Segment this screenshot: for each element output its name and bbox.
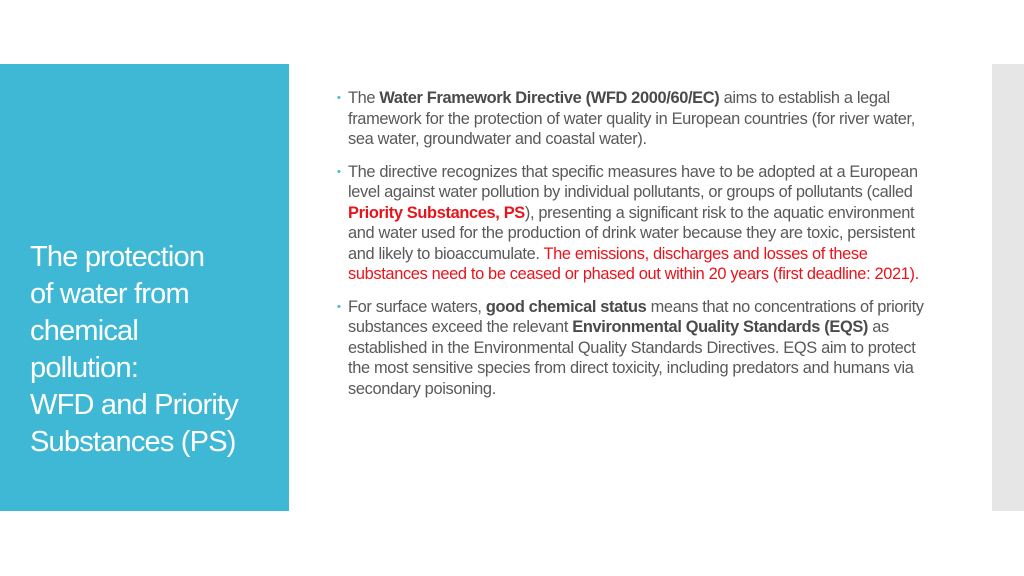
text-segment: The directive recognizes that specific measures have to be adopted at a European level against water pollution by individual pollutants, or groups of pollutants (called (348, 162, 918, 201)
slide-body (337, 88, 937, 411)
title-line: Substances (PS) (30, 426, 236, 458)
text-segment-bold: Water Framework Directive (WFD 2000/60/EC) (379, 89, 720, 107)
title-line: chemical (30, 315, 139, 347)
title-line: pollution: (30, 352, 139, 384)
bullet-icon: • (337, 165, 341, 178)
text-segment-bold: good chemical status (485, 297, 647, 316)
title-line: of water from (30, 278, 189, 310)
bullet-icon: • (337, 92, 341, 104)
text-segment-red-bold: Priority Substances, PS (348, 203, 525, 222)
text-segment: ), presenting a significant risk to the aquatic environment and water used for the production of drink water because they are toxic, persistent and likely to bioaccumulate. (348, 203, 915, 263)
text-segment-red: The emissions, discharges and losses of these substances need to be ceased or phased out within 20 years (first deadline: 2021). (348, 244, 919, 283)
slide-title (30, 239, 280, 461)
text-segment: For surface waters, (348, 297, 486, 316)
text-segment-bold: Environmental Quality Standards (EQS) (572, 318, 869, 336)
bullet-chemical-status (337, 297, 937, 400)
bullet-wfd (337, 88, 937, 150)
text-segment: The (348, 89, 380, 107)
side-strip (992, 64, 1024, 511)
title-line: WFD and Priority (30, 389, 238, 421)
title-line: The protection (30, 241, 205, 273)
title-panel (0, 64, 289, 511)
bullet-priority-substances (337, 162, 937, 285)
text-segment: as established in the Environmental Quality Standards Directives. EQS aim to protect the most sensitive species from direct toxicity, including predators and humans via secondary poisoning. (348, 318, 916, 398)
text-segment: means that no concentrations of priority substances exceed the relevant (348, 297, 924, 336)
bullet-icon: • (337, 300, 341, 313)
text-segment: aims to establish a legal framework for the protection of water quality in European countries (for river water, sea water, groundwater and coastal water). (348, 89, 915, 148)
